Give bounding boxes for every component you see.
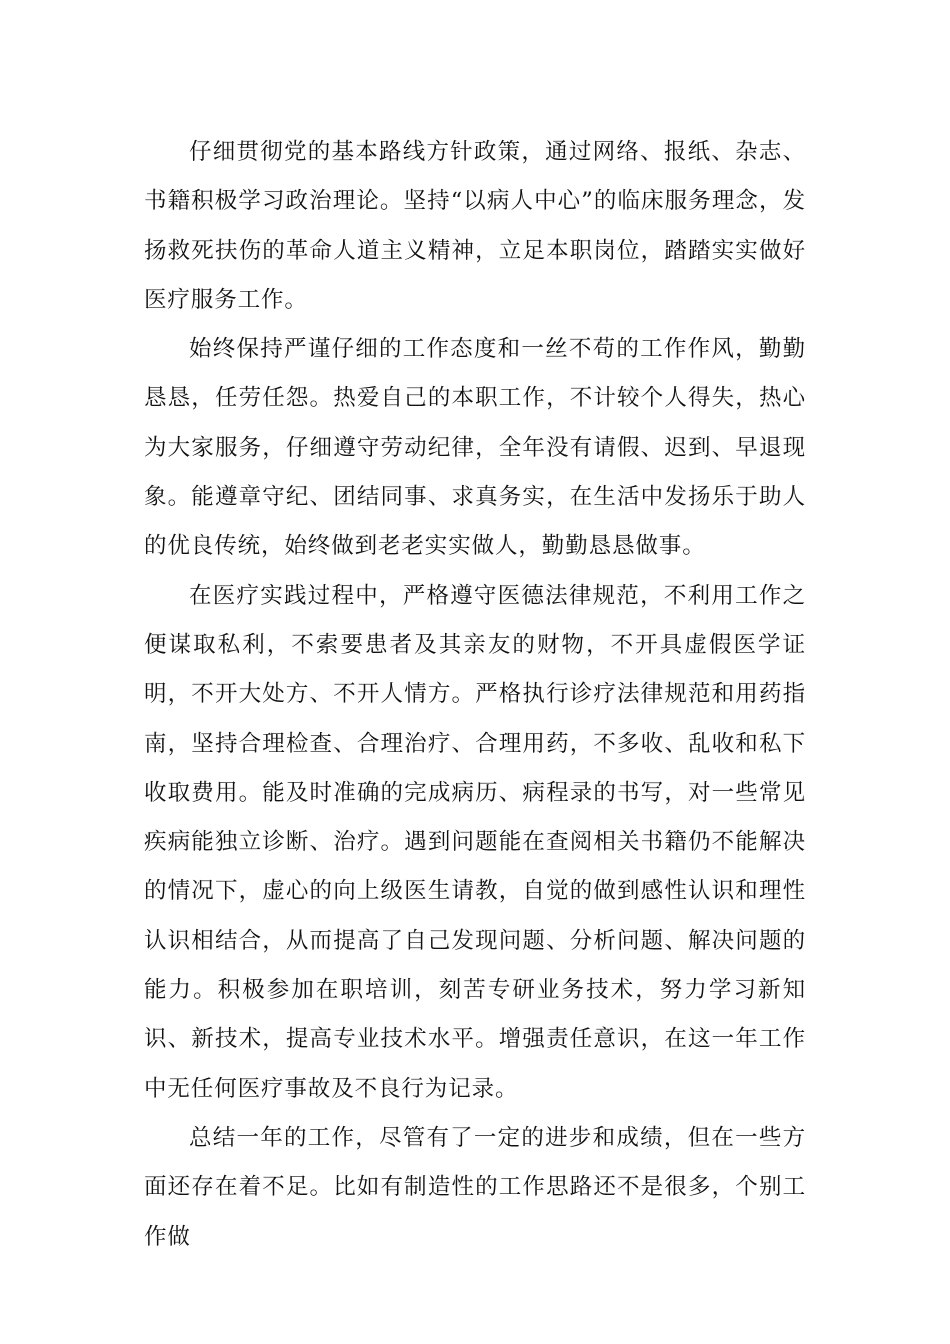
paragraph-work-attitude: 始终保持严谨仔细的工作态度和一丝不苟的工作作风，勤勤恳恳，任劳任怨。热爱自己的本职工作，不计较个人得失，热心为大家服务，仔细遵守劳动纪律，全年没有请假、迟到、早退现象。能遵章守纪、团结同事、求真务实，在生活中发扬乐于助人的优良传统，始终做到老老实实做人，勤勤恳恳做事。 xyxy=(144,336,806,560)
document-body xyxy=(144,128,806,1262)
paragraph-medical-practice: 在医疗实践过程中，严格遵守医德法律规范，不利用工作之便谋取私利，不索要患者及其亲友的财物，不开具虚假医学证明，不开大处方、不开人情方。严格执行诊疗法律规范和用药指南，坚持合理检查、合理治疗、合理用药，不多收、乱收和私下收取费用。能及时准确的完成病历、病程录的书写，对一些常见疾病能独立诊断、治疗。遇到问题能在查阅相关书籍仍不能解决的情况下，虚心的向上级医生请教，自觉的做到感性认识和理性认识相结合，从而提高了自己发现问题、分析问题、解决问题的能力。积极参加在职培训，刻苦专研业务技术，努力学习新知识、新技术，提高专业技术水平。增强责任意识，在这一年工作中无任何医疗事故及不良行为记录。 xyxy=(144,582,806,1102)
paragraph-political-study: 仔细贯彻党的基本路线方针政策，通过网络、报纸、杂志、书籍积极学习政治理论。坚持“以病人中心”的临床服务理念，发扬救死扶伤的革命人道主义精神，立足本职岗位，踏踏实实做好医疗服务工作。 xyxy=(144,139,806,313)
paragraph-summary: 总结一年的工作，尽管有了一定的进步和成绩，但在一些方面还存在着不足。比如有制造性的工作思路还不是很多，个别工作做 xyxy=(144,1124,806,1250)
